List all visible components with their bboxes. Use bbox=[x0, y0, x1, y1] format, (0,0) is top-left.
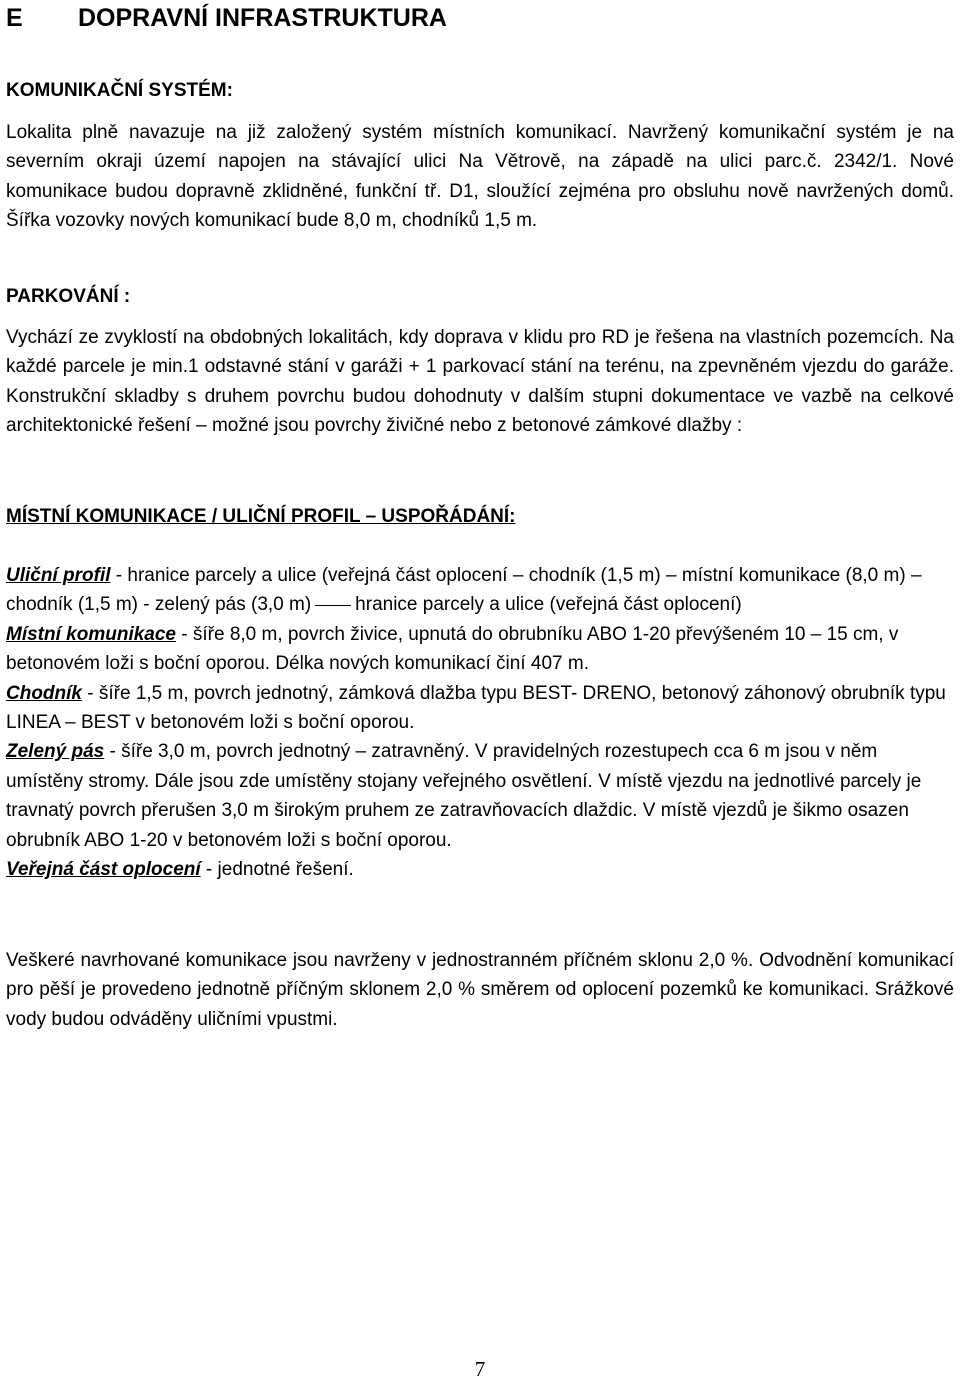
chapter-title: DOPRAVNÍ INFRASTRUKTURA bbox=[78, 4, 447, 32]
text-chodnik: - šíře 1,5 m, povrch jednotný, zámková dlažba typu BEST- DRENO, betonový záhonový obrubník typu LINEA – BEST v betonovém loži s boční oporou. bbox=[6, 682, 946, 734]
paragraph-definitions bbox=[6, 561, 954, 884]
long-dash bbox=[315, 605, 351, 606]
term-verejna-cast-oploceni: Veřejná část oplocení bbox=[6, 859, 201, 881]
paragraph-closing: Veškeré navrhované komunikace jsou navrženy v jednostranném příčném sklonu 2,0 %. Odvodnění komunikací pro pěší je provedeno jednotně příčným sklonem 2,0 % směrem od oplocení pozemků ke komunikaci. Srážkové vody budou odváděny uličními vpustmi. bbox=[6, 950, 954, 1030]
term-ulicni-profil: Uliční profil bbox=[6, 565, 111, 586]
text-ulicni-profil-a: - hranice parcely a ulice (veřejná část oplocení – chodník (1,5 m) – místní komunikace (8,0 m) – chodník (1,5 m) - zelený pás (3,0 m) bbox=[6, 565, 922, 616]
section-title-mistni-komunikace: MÍSTNÍ KOMUNIKACE / ULIČNÍ PROFIL – USPOŘÁDÁNÍ: bbox=[6, 506, 516, 527]
term-mistni-komunikace: Místní komunikace bbox=[6, 623, 176, 645]
term-zeleny-pas: Zelený pás bbox=[6, 741, 105, 763]
chapter-letter: E bbox=[6, 4, 23, 32]
text-mistni-komunikace: - šíře 8,0 m, povrch živice, upnutá do obrubníku ABO 1-20 převýšeném 10 – 15 cm, v betonovém loži s boční oporou. Délka nových komunikací činí 407 m. bbox=[6, 623, 899, 675]
text-zeleny-pas: - šíře 3,0 m, povrch jednotný – zatravněný. V pravidelných rozestupech cca 6 m jsou v něm umístěny stromy. Dále jsou zde umístěny stojany veřejného osvětlení. V místě vjezdu na jednotlivé parcely je travnatý povrch přerušen 3,0 m širokým pruhem ze zatravňovacích dlaždic. V místě vjezdů je šikmo osazen obrubník ABO 1-20 v betonovém loži s boční oporou. bbox=[6, 741, 922, 851]
chapter-heading bbox=[6, 2, 946, 34]
paragraph-komunikacni: Lokalita plně navazuje na již založený systém místních komunikací. Navržený komunikační systém je na severním okraji území napojen na stávající ulici Na Větrově, na západě na ulici parc.č. 2342/1. Nové komunikace budou dopravně zklidněné, funkční tř. D1, sloužící zejména pro obsluhu nově navržených domů. Šířka vozovky nových komunikací bude 8,0 m, chodníků 1,5 m. bbox=[6, 122, 954, 232]
section-title-komunikacni: KOMUNIKAČNÍ SYSTÉM: bbox=[6, 80, 233, 101]
text-verejna-cast-oploceni: - jednotné řešení. bbox=[200, 859, 354, 881]
paragraph-parkovani: Vychází ze zvyklostí na obdobných lokalitách, kdy doprava v klidu pro RD je řešena na vlastních pozemcích. Na každé parcele je min.1 odstavné stání v garáži + 1 parkovací stání na terénu, na zpevněném vjezdu do garáže. Konstrukční skladby s druhem povrchu budou dohodnuty v dalším stupni dokumentace ve vazbě na celkové architektonické řešení – možné jsou povrchy živičné nebo z betonové zámkové dlažby : bbox=[6, 327, 954, 437]
text-ulicni-profil-b: hranice parcely a ulice (veřejná část oplocení) bbox=[355, 594, 742, 616]
section-title-parkovani: PARKOVÁNÍ : bbox=[6, 286, 131, 307]
term-chodnik: Chodník bbox=[6, 682, 82, 704]
page-number: 7 bbox=[474, 1357, 486, 1381]
